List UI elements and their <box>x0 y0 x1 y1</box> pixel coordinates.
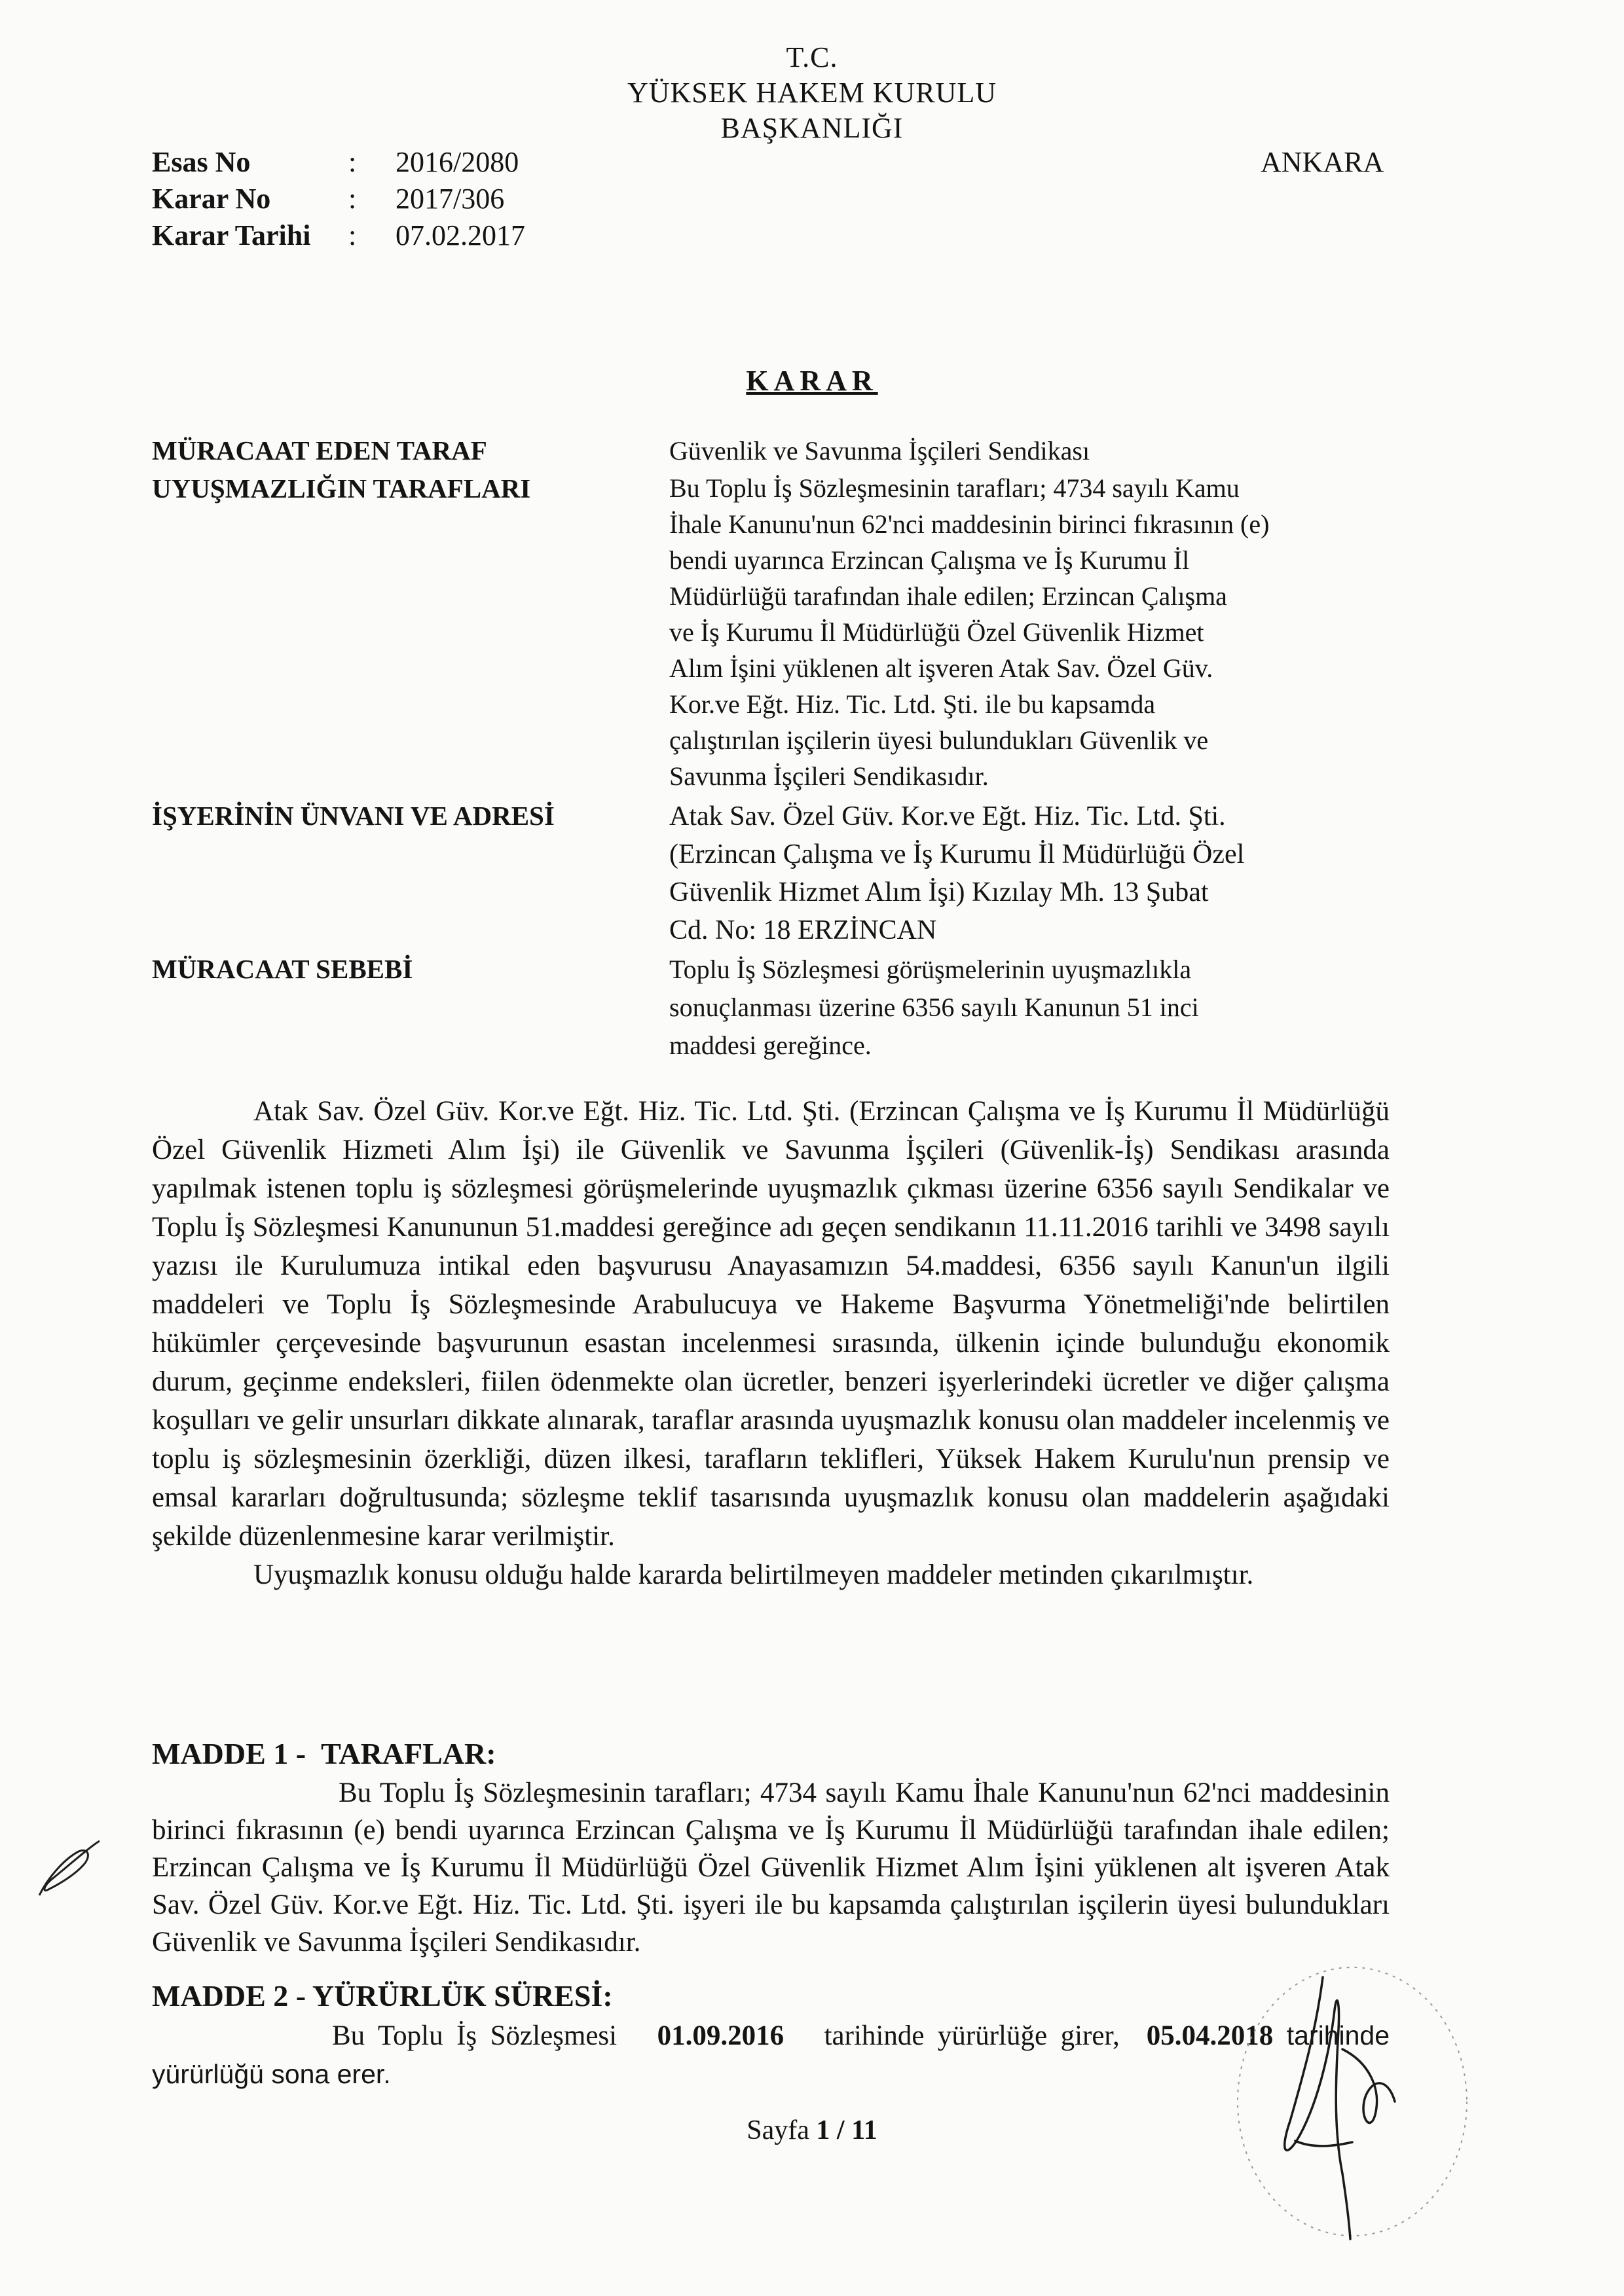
isyeri-label: İŞYERİNİN ÜNVANI VE ADRESİ <box>152 801 555 831</box>
madde2-end-date: 05.04.2018 <box>1146 2020 1274 2051</box>
uyusmazlik-line: ve İş Kurumu İl Müdürlüğü Özel Güvenlik Hizmet <box>669 617 1204 647</box>
muracaat-sebebi-label: MÜRACAAT SEBEBİ <box>152 954 413 984</box>
uyusmazlik-taraflari-label: UYUŞMAZLIĞIN TARAFLARI <box>152 473 531 503</box>
uyusmazlik-line: İhale Kanunu'nun 62'nci maddesinin birinci fıkrasının (e) <box>669 509 1270 539</box>
uyusmazlik-line: çalıştırılan işçilerin üyesi bulundukları Güvenlik ve <box>669 725 1209 755</box>
madde2-text <box>152 2016 1390 2094</box>
sebep-line: maddesi gereğince. <box>669 1030 872 1060</box>
madde2-text-c: tarihinde yürürlüğü sona erer. <box>152 2020 1390 2089</box>
madde2-heading: MADDE 2 - YÜRÜRLÜK SÜRESİ: <box>152 1979 613 2013</box>
decision-body <box>152 1092 1390 1594</box>
karar-tarihi-label: Karar Tarihi <box>152 219 311 251</box>
header-institution: YÜKSEK HAKEM KURULU <box>627 77 997 109</box>
madde2-text-a: Bu Toplu İş Sözleşmesi <box>332 2020 618 2051</box>
header-baskanlik: BAŞKANLIĞI <box>720 112 904 144</box>
madde2-text-b: tarihinde yürürlüğe girer, <box>824 2020 1120 2051</box>
karar-tarihi-value: 07.02.2017 <box>396 219 525 251</box>
karar-no-label: Karar No <box>152 183 271 215</box>
madde1-number: MADDE 1 - <box>152 1737 306 1770</box>
esas-no-value: 2016/2080 <box>396 146 519 178</box>
uyusmazlik-line: bendi uyarınca Erzincan Çalışma ve İş Kurumu İl <box>669 545 1190 575</box>
madde1-text: Bu Toplu İş Sözleşmesinin tarafları; 4734 sayılı Kamu İhale Kanunu'nun 62'nci maddesinin birinci fıkrasının (e) bendi uyarınca Erzincan Çalışma ve İş Kurumu İl Müdürlüğü tarafından ihale edilen; Erzincan Çalışma ve İş Kurumu İl Müdürlüğü Özel Güvenlik Hizmet Alım İşini yüklenen alt işveren Atak Sav. Özel Güv. Kor.ve Eğt. Hiz. Tic. Ltd. Şti. işyeri ile bu kapsamda çalıştırılan işçilerin üyesi bulundukları Güvenlik ve Savunma İşçileri Sendikasıdır. <box>152 1777 1390 1958</box>
isyeri-line: Atak Sav. Özel Güv. Kor.ve Eğt. Hiz. Tic. Ltd. Şti. <box>669 801 1226 831</box>
madde2-body <box>152 2016 1390 2094</box>
muracaat-sebebi-value <box>669 951 1374 1065</box>
isyeri-line: (Erzincan Çalışma ve İş Kurumu İl Müdürlüğü Özel <box>669 839 1245 869</box>
page-current: 1 <box>816 2115 830 2145</box>
uyusmazlik-line: Alım İşini yüklenen alt işveren Atak Sav. Özel Güv. <box>669 653 1213 683</box>
separator: : <box>348 183 357 215</box>
separator: : <box>348 146 357 178</box>
city: ANKARA <box>1261 146 1384 178</box>
body-paragraph: Atak Sav. Özel Güv. Kor.ve Eğt. Hiz. Tic. Ltd. Şti. (Erzincan Çalışma ve İş Kurumu İl Müdürlüğü Özel Güvenlik Hizmeti Alım İşi) ile Güvenlik ve Savunma İşçileri (Güvenlik-İş) Sendikası arasında yapılmak istenen toplu iş sözleşmesi görüşmelerinde uyuşmazlık çıkması üzerine 6356 sayılı Sendikalar ve Toplu İş Sözleşmesi Kanununun 51.maddesi gereğince adı geçen sendikanın 11.11.2016 tarihli ve 3498 sayılı yazısı ile Kurulumuza intikal eden başvurusu Anayasamızın 54.maddesi, 6356 sayılı Kanun'un ilgili maddeleri ve Toplu İş Sözleşmesinde Arabulucuya ve Hakeme Başvurma Yönetmeliği'nde belirtilen hükümler çerçevesinde başvurunun esastan incelenmesi sırasında, ülkenin içinde bulunduğu ekonomik durum, geçinme endeksleri, fiilen ödenmekte olan ücretler, benzeri işyerlerindeki ücretler ve diğer çalışma koşulları ve gelir unsurları dikkate alınarak, taraflar arasında uyuşmazlık konusu olan maddeler incelenmiş ve toplu iş sözleşmesinin özerkliği, düzen ilkesi, tarafların teklifleri, Yüksek Hakem Kurulu'nun prensip ve emsal kararları doğrultusunda; sözleşme teklif tasarısında uyuşmazlık konusu olan maddelerin aşağıdaki şekilde düzenlenmesine karar verilmiştir. <box>152 1096 1390 1552</box>
uyusmazlik-taraflari-value <box>669 470 1374 794</box>
isyeri-line: Cd. No: 18 ERZİNCAN <box>669 915 937 945</box>
separator: : <box>348 219 357 251</box>
madde2-start-date: 01.09.2016 <box>657 2020 784 2051</box>
body-paragraph: Uyuşmazlık konusu olduğu halde kararda belirtilmeyen maddeler metinden çıkarılmıştır. <box>253 1559 1254 1590</box>
karar-no-value: 2017/306 <box>396 183 505 215</box>
isyeri-value <box>669 797 1374 949</box>
muracaat-eden-label: MÜRACAAT EDEN TARAF <box>152 435 487 465</box>
isyeri-line: Güvenlik Hizmet Alım İşi) Kızılay Mh. 13 Şubat <box>669 877 1209 907</box>
uyusmazlik-line: Müdürlüğü tarafından ihale edilen; Erzincan Çalışma <box>669 581 1227 611</box>
official-signature-icon <box>1218 1951 1493 2252</box>
header-tc: T.C. <box>786 41 838 73</box>
muracaat-eden-value: Güvenlik ve Savunma İşçileri Sendikası <box>669 436 1090 465</box>
initials-signature-icon <box>28 1833 106 1912</box>
uyusmazlik-line: Savunma İşçileri Sendikasıdır. <box>669 761 989 791</box>
document-title: KARAR <box>746 365 878 397</box>
sebep-line: Toplu İş Sözleşmesi görüşmelerinin uyuşmazlıkla <box>669 955 1192 984</box>
page-total: 11 <box>851 2115 877 2145</box>
madde1-heading <box>152 1736 496 1771</box>
uyusmazlik-line: Kor.ve Eğt. Hiz. Tic. Ltd. Şti. ile bu kapsamda <box>669 689 1156 719</box>
esas-no-label: Esas No <box>152 146 251 178</box>
uyusmazlik-line: Bu Toplu İş Sözleşmesinin tarafları; 4734 sayılı Kamu <box>669 473 1240 503</box>
sebep-line: sonuçlanması üzerine 6356 sayılı Kanunun 51 inci <box>669 993 1199 1022</box>
madde1-title: TARAFLAR: <box>321 1737 496 1770</box>
madde1-body <box>152 1774 1390 1961</box>
page-separator: / <box>836 2115 845 2145</box>
sayfa-label: Sayfa <box>747 2115 809 2145</box>
